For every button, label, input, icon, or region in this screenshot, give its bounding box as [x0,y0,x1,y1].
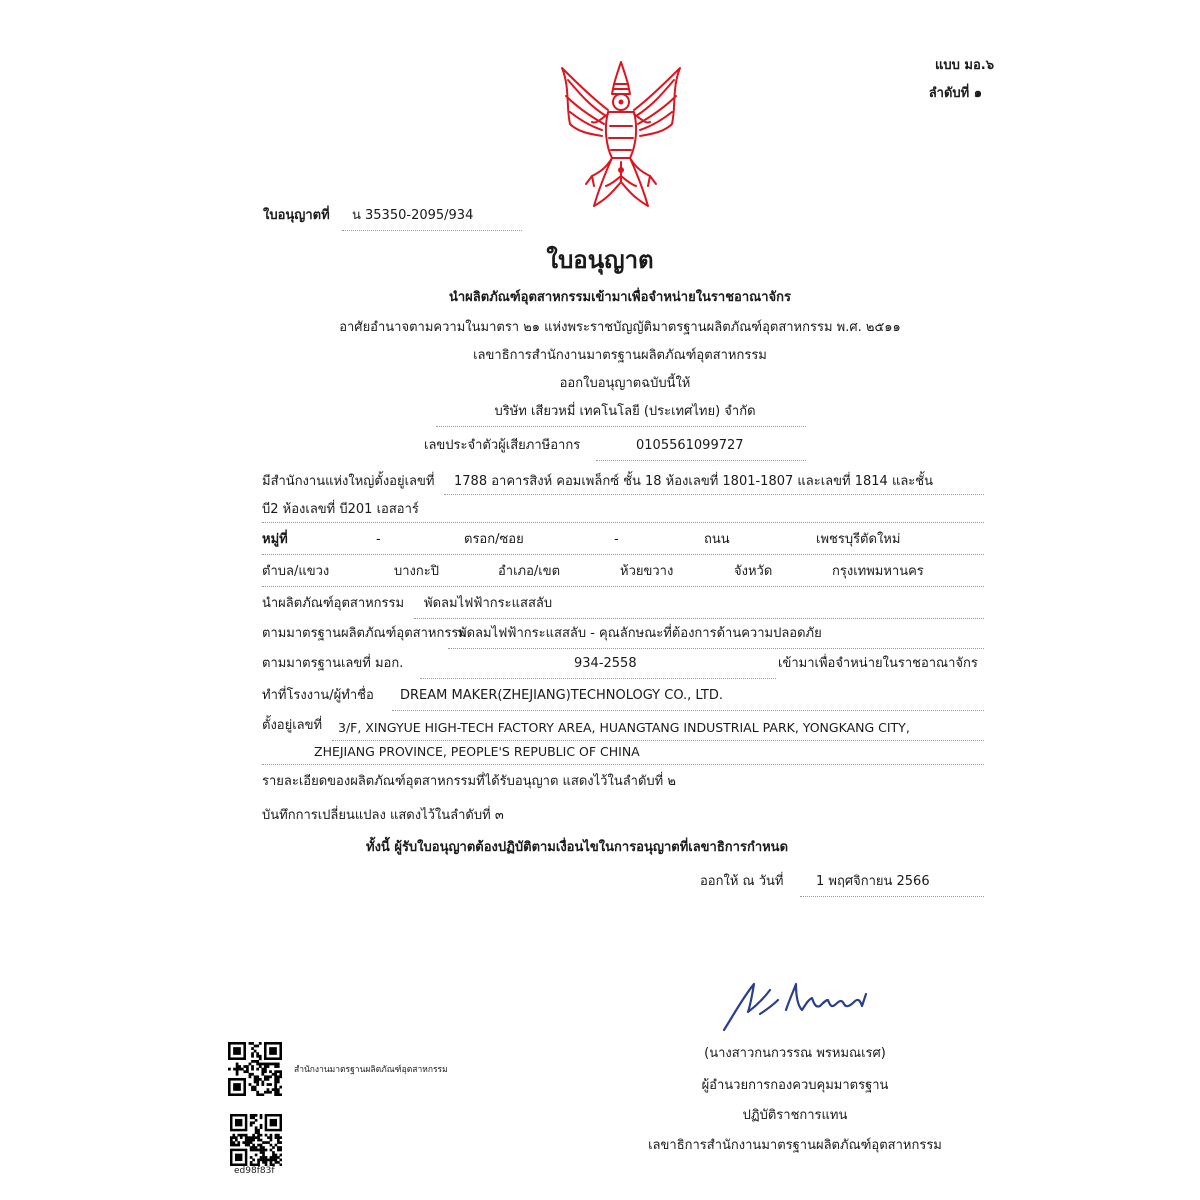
subdistrict-label: ตำบล/แขวง [262,564,330,579]
qr-caption: สำนักงานมาตรฐานผลิตภัณฑ์อุตสาหกรรม [294,1065,448,1075]
factory-address-underline-1 [332,740,984,741]
license-number-label: ใบอนุญาตที่ [263,208,330,223]
manufacturer-underline [392,710,984,711]
preamble-line-2: เลขาธิการสำนักงานมาตรฐานผลิตภัณฑ์อุตสาหกรรม [473,348,767,363]
preamble-line-1: อาศัยอำนาจตามความในมาตรา ๒๑ แห่งพระราชบัญญัติมาตรฐานผลิตภัณฑ์อุตสาหกรรม พ.ศ. ๒๕๑๑ [339,320,901,335]
qr-code-icon [228,1042,282,1096]
issue-date-value: 1 พฤศจิกายน 2566 [816,874,930,889]
signatory-name: (นางสาวกนกวรรณ พรหมณเรศ) [704,1046,886,1061]
manufacturer-label: ทำที่โรงงาน/ผู้ทำชื่อ [262,688,374,703]
head-office-underline-1 [444,494,984,495]
preamble-line-3: ออกใบอนุญาตฉบับนี้ให้ [559,376,691,391]
tax-id-value: 0105561099727 [636,438,744,453]
manufacturer-value: DREAM MAKER(ZHEJIANG)TECHNOLOGY CO., LTD. [400,688,723,703]
standard-number-underline [420,678,776,679]
product-value: พัดลมไฟฟ้ากระแสสลับ [424,596,553,611]
issue-date-underline [800,896,984,897]
document-subtitle: นำผลิตภัณฑ์อุตสาหกรรมเข้ามาเพื่อจำหน่ายในราชอาณาจักร [449,290,791,305]
license-number-value: น 35350-2095/934 [352,208,474,223]
tax-id-label: เลขประจำตัวผู้เสียภาษีอากร [424,438,581,453]
licensee-underline [436,426,806,427]
factory-address-line-1: 3/F, XINGYUE HIGH-TECH FACTORY AREA, HUANGTANG INDUSTRIAL PARK, YONGKANG CITY, [338,720,910,735]
qr-code-secondary-icon [230,1114,282,1166]
note-product-details: รายละเอียดของผลิตภัณฑ์อุตสาหกรรมที่ได้รับอนุญาต แสดงไว้ในลำดับที่ ๒ [262,774,676,789]
licensee-name: บริษัท เสียวหมี่ เทคโนโลยี (ประเทศไทย) จำกัด [494,404,756,419]
district-label: อำเภอ/เขต [498,564,561,579]
head-office-line-1: 1788 อาคารสิงห์ คอมเพล็กซ์ ชั้น 18 ห้องเลขที่ 1801-1807 และเลขที่ 1814 และชั้น [454,474,933,489]
standard-number-label: ตามมาตรฐานเลขที่ มอก. [262,656,404,671]
sequence-number: ลำดับที่ ๑ [928,86,982,101]
address-row-1-underline [262,554,984,555]
handwritten-signature-icon [720,976,880,1036]
soi-label: ตรอก/ซอย [464,532,524,547]
moo-label: หมู่ที่ [262,532,288,547]
province-value: กรุงเทพมหานคร [832,564,924,579]
document-title: ใบอนุญาต [546,246,654,274]
license-number-underline [342,230,522,231]
head-office-label: มีสำนักงานแห่งใหญ่ตั้งอยู่เลขที่ [262,474,435,489]
signatory-position-3: เลขาธิการสำนักงานมาตรฐานผลิตภัณฑ์อุตสาหกรรม [648,1138,942,1153]
standard-label: ตามมาตรฐานผลิตภัณฑ์อุตสาหกรรม [262,626,467,641]
road-label: ถนน [704,532,730,547]
province-label: จังหวัด [734,564,773,579]
qr-code-id: ed98f83f [234,1166,275,1176]
standard-underline [448,648,984,649]
issue-date-label: ออกให้ ณ วันที่ [700,874,784,889]
head-office-underline-2 [262,522,984,523]
product-underline [414,618,984,619]
note-change-record: บันทึกการเปลี่ยนแปลง แสดงไว้ในลำดับที่ ๓ [262,808,504,823]
subdistrict-value: บางกะปิ [394,564,440,579]
license-condition: ทั้งนี้ ผู้รับใบอนุญาตต้องปฏิบัติตามเงื่อนไขในการอนุญาตที่เลขาธิการกำหนด [366,840,789,855]
soi-value: - [614,532,619,547]
district-value: ห้วยขวาง [620,564,674,579]
product-label: นำผลิตภัณฑ์อุตสาหกรรม [262,596,405,611]
signatory-position-1: ผู้อำนวยการกองควบคุมมาตรฐาน [701,1078,889,1093]
standard-value: พัดลมไฟฟ้ากระแสสลับ - คุณลักษณะที่ต้องการด้านความปลอดภัย [458,626,822,641]
factory-address-underline-2 [262,764,984,765]
form-code: แบบ มอ.๖ [935,58,994,73]
factory-address-label: ตั้งอยู่เลขที่ [262,718,323,733]
signatory-position-2: ปฏิบัติราชการแทน [742,1108,848,1123]
factory-address-line-2: ZHEJIANG PROVINCE, PEOPLE'S REPUBLIC OF CHINA [314,744,640,759]
head-office-line-2: บี2 ห้องเลขที่ บี201 เอสอาร์ [262,502,419,517]
moo-value: - [376,532,381,547]
tax-id-underline [596,460,806,461]
road-value: เพชรบุรีตัดใหม่ [816,532,901,547]
standard-number-value: 934-2558 [574,656,637,671]
address-row-2-underline [262,586,984,587]
garuda-emblem-icon [548,58,694,212]
standard-number-suffix: เข้ามาเพื่อจำหน่ายในราชอาณาจักร [778,656,978,671]
